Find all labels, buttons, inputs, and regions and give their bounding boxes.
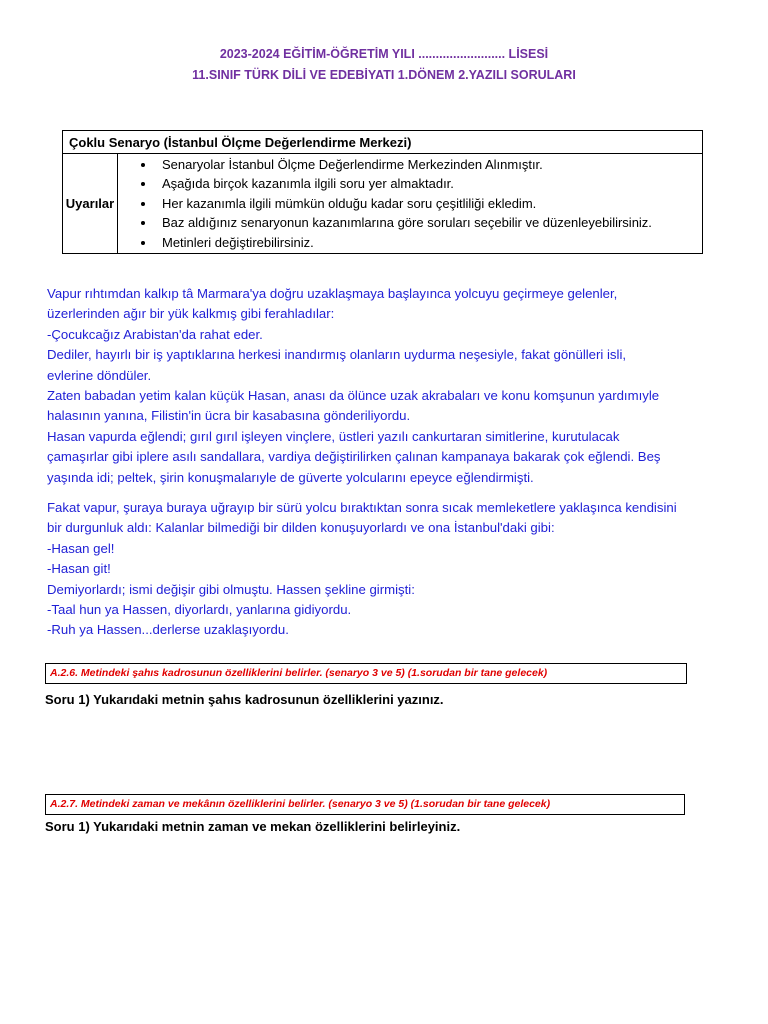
objective-box-a-2-6: A.2.6. Metindeki şahıs kadrosunun özelliklerini belirler. (senaryo 3 ve 5) (1.sorudan bir tane gelecek) [45,663,687,684]
story-line: -Çocukcağız Arabistan'da rahat eder. [47,326,263,342]
warning-item: • Senaryolar İstanbul Ölçme Değerlendirme Merkezinden Alınmıştır. [156,155,702,174]
document-header [0,44,768,86]
story-line: Fakat vapur, şuraya buraya uğrayıp bir sürü yolcu bıraktıktan sonra sıcak memleketlere yaklaşınca kendisini [47,500,677,515]
warning-item: • Aşağıda birçok kazanımla ilgili soru yer almaktadır. [156,174,702,193]
story-line: -Taal hun ya Hassen, diyorlardı, yanlarına gidiyordu. [47,602,352,618]
story-line: halasının yanına, Filistin'in ücra bir kasabasına gönderiliyordu. [47,408,411,424]
objective-box-a-2-7: A.2.7. Metindeki zaman ve mekânın özelliklerini belirler. (senaryo 3 ve 5) (1.sorudan bir tane gelecek) [45,794,685,815]
story-line: bir durgunluk aldı: Kalanlar bilmediği bir dilden konuşuyorlardı ve ona İstanbul'daki gibi: [47,520,555,536]
story-line: çamaşırlar gibi iplere asılı sandallara, vardiya değiştirilirken çalınan kampanaya bakarak çok eğlendi. Beş [47,449,661,465]
warnings-list [118,154,702,253]
story-paragraph-1 [47,284,727,488]
warnings-list-cell [118,154,703,254]
story-paragraph-2 [47,498,727,641]
story-line: Dediler, hayırlı bir iş yaptıklarına herkesi inandırmış olanların uydurma neşesiyle, fakat gönülleri isli, [47,347,627,363]
story-line: -Ruh ya Hassen...derlerse uzaklaşıyordu. [47,622,289,638]
story-line: Zaten babadan yetim kalan küçük Hasan, anası da ölünce uzak akrabaları ve konu komşunun yardımıyle [47,388,660,404]
warning-item: • Metinleri değiştirebilirsiniz. [156,233,702,252]
story-line: -Hasan git! [47,561,111,577]
story-line: yaşında idi; peltek, şirin konuşmalarıyle de güverte yolcularını epeyce eğlendirmişti. [47,469,534,485]
header-exam-title: 11.SINIF TÜRK DİLİ VE EDEBİYATI 1.DÖNEM 2.YAZILI SORULARI [192,68,576,82]
story-line: Hasan vapurda eğlendi; gırıl gırıl işleyen vinçlere, üstleri yazılı cankurtaran simitlerine, kurutulacak [47,428,620,444]
story-line: Demiyorlardı; ismi değişir gibi olmuştu. Hassen şekline girmişti: [47,581,415,597]
story-line: evlerine döndüler. [47,367,152,383]
story-line: -Hasan gel! [47,540,115,556]
warnings-table-title: Çoklu Senaryo (İstanbul Ölçme Değerlendirme Merkezi) [63,131,703,154]
header-school-year-line: 2023-2024 EĞİTİM-ÖĞRETİM YILI ......................... LİSESİ [219,47,549,61]
story-line: Vapur rıhtımdan kalkıp tâ Marmara'ya doğru uzaklaşmaya başlayınca yolcuyu geçirmeye gelenler, [47,286,618,301]
question-1-time-place: Soru 1) Yukarıdaki metnin zaman ve mekan özelliklerini belirleyiniz. [45,819,461,834]
warning-item: • Her kazanımla ilgili mümkün olduğu kadar soru çeşitliliği ekledim. [156,194,702,213]
question-1-characters: Soru 1) Yukarıdaki metnin şahıs kadrosunun özelliklerini yazınız. [45,692,444,707]
warnings-table [62,130,703,254]
story-line: üzerlerinden ağır bir yük kalkmış gibi ferahladılar: [47,306,335,322]
warnings-label: Uyarılar [63,154,118,254]
warning-item: • Baz aldığınız senaryonun kazanımlarına göre soruları seçebilir ve düzenleyebilirsiniz. [156,213,702,232]
